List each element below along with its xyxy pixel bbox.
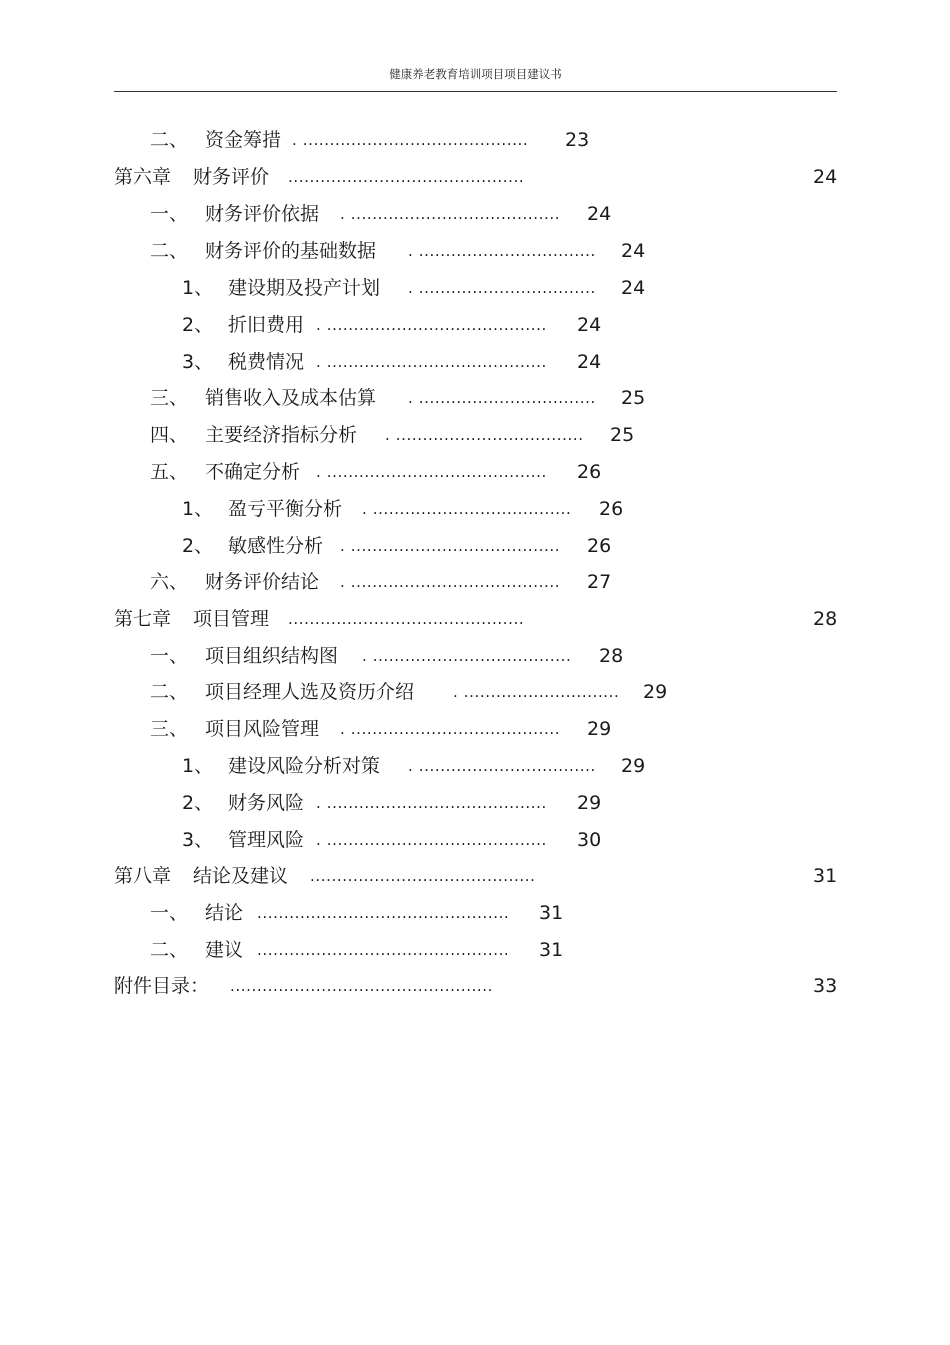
toc-entry-number: 四、 — [150, 424, 189, 446]
toc-entry-title: 建议 — [205, 939, 244, 961]
toc-entry[interactable] — [0, 567, 950, 597]
toc-entry-page: 27 — [587, 571, 612, 593]
toc-leader-dots: . ................................. — [408, 389, 596, 407]
toc-leader-dots: . ............................. — [453, 683, 620, 701]
toc-leader-dots: . ..................................... — [362, 647, 572, 665]
toc-entry-number: 3、 — [182, 351, 214, 373]
toc-entry-number: 五、 — [150, 461, 189, 483]
toc-entry-number: 2、 — [182, 792, 214, 814]
toc-entry-page: 25 — [621, 387, 646, 409]
toc-leader-dots: . ......................................... — [316, 831, 547, 849]
toc-entry-page: 26 — [599, 498, 624, 520]
toc-entry[interactable] — [0, 273, 950, 303]
toc-leader-dots: ................................................. — [230, 977, 494, 995]
toc-entry-page: 24 — [577, 351, 602, 373]
toc-entry-title: 结论 — [205, 902, 244, 924]
toc-leader-dots: .......................................... — [310, 867, 536, 885]
toc-entry[interactable] — [0, 125, 950, 155]
toc-entry[interactable] — [0, 347, 950, 377]
toc-entry[interactable] — [0, 383, 950, 413]
toc-entry-title: 建设期及投产计划 — [228, 277, 381, 299]
toc-entry-number: 1、 — [182, 755, 214, 777]
toc-entry-title: 管理风险 — [228, 829, 305, 851]
toc-entry-page: 29 — [621, 755, 646, 777]
toc-entry[interactable] — [0, 641, 950, 671]
toc-entry-number: 一、 — [150, 203, 189, 225]
toc-entry-number: 一、 — [150, 645, 189, 667]
toc-entry-title: 附件目录： — [114, 975, 210, 997]
toc-entry-page: 26 — [587, 535, 612, 557]
toc-entry[interactable] — [0, 751, 950, 781]
toc-entry-page: 24 — [621, 240, 646, 262]
toc-leader-dots: . ....................................... — [340, 537, 561, 555]
toc-entry-title: 不确定分析 — [205, 461, 301, 483]
toc-entry-title: 结论及建议 — [193, 865, 289, 887]
toc-entry[interactable] — [0, 494, 950, 524]
toc-entry-number: 第八章 — [114, 865, 172, 887]
toc-entry-number: 二、 — [150, 681, 189, 703]
toc-leader-dots: ............................................... — [257, 941, 510, 959]
toc-entry-title: 盈亏平衡分析 — [228, 498, 343, 520]
toc-entry-title: 财务评价的基础数据 — [205, 240, 377, 262]
toc-leader-dots: . ......................................... — [316, 353, 547, 371]
toc-entry[interactable] — [0, 457, 950, 487]
toc-leader-dots: ............................................... — [257, 904, 510, 922]
toc-entry[interactable] — [0, 531, 950, 561]
toc-entry[interactable] — [0, 310, 950, 340]
header-title: 健康养老教育培训项目项目建议书 — [389, 67, 562, 81]
toc-entry-page: 31 — [813, 865, 838, 887]
toc-leader-dots: . ......................................... — [316, 794, 547, 812]
toc-entry-page: 24 — [577, 314, 602, 336]
toc-entry-page: 24 — [813, 166, 838, 188]
toc-entry[interactable] — [0, 788, 950, 818]
toc-entry[interactable] — [0, 935, 950, 965]
toc-leader-dots: . ......................................... — [316, 316, 547, 334]
toc-entry-number: 六、 — [150, 571, 189, 593]
toc-entry[interactable] — [0, 236, 950, 266]
toc-entry-page: 29 — [643, 681, 668, 703]
toc-leader-dots: . ....................................... — [340, 720, 561, 738]
toc-entry-page: 25 — [610, 424, 635, 446]
toc-chapter[interactable] — [0, 604, 950, 634]
toc-entry-title: 财务评价依据 — [205, 203, 320, 225]
toc-chapter[interactable] — [0, 861, 950, 891]
toc-chapter[interactable] — [0, 162, 950, 192]
toc-entry-page: 28 — [813, 608, 838, 630]
toc-entry-page: 24 — [621, 277, 646, 299]
toc-entry-number: 第六章 — [114, 166, 172, 188]
toc-entry-title: 项目经理人选及资历介绍 — [205, 681, 415, 703]
toc-chapter[interactable] — [0, 971, 950, 1001]
toc-leader-dots: . ....................................... — [340, 573, 561, 591]
toc-entry[interactable] — [0, 420, 950, 450]
toc-entry-title: 财务评价 — [193, 166, 270, 188]
toc-entry[interactable] — [0, 825, 950, 855]
toc-entry-page: 28 — [599, 645, 624, 667]
toc-entry-page: 23 — [565, 129, 590, 151]
toc-entry-page: 30 — [577, 829, 602, 851]
toc-leader-dots: . ................................... — [385, 426, 584, 444]
toc-entry[interactable] — [0, 714, 950, 744]
toc-entry-title: 资金筹措 — [205, 129, 282, 151]
toc-entry-title: 项目管理 — [193, 608, 270, 630]
toc-entry-page: 29 — [577, 792, 602, 814]
toc-entry-number: 三、 — [150, 718, 189, 740]
toc-entry[interactable] — [0, 898, 950, 928]
toc-leader-dots: . ......................................... — [316, 463, 547, 481]
toc-entry-number: 二、 — [150, 129, 189, 151]
page-header — [114, 64, 837, 92]
toc-entry-number: 三、 — [150, 387, 189, 409]
toc-leader-dots: . .......................................... — [292, 131, 529, 149]
toc-entry-page: 29 — [587, 718, 612, 740]
toc-entry-page: 31 — [539, 939, 564, 961]
toc-entry-title: 建设风险分析对策 — [228, 755, 381, 777]
toc-entry-number: 2、 — [182, 535, 214, 557]
toc-entry-title: 税费情况 — [228, 351, 305, 373]
toc-entry-number: 第七章 — [114, 608, 172, 630]
toc-entry-title: 项目风险管理 — [205, 718, 320, 740]
toc-leader-dots: . ................................. — [408, 757, 596, 775]
toc-entry-number: 1、 — [182, 498, 214, 520]
toc-entry-title: 财务风险 — [228, 792, 305, 814]
toc-leader-dots: . ..................................... — [362, 500, 572, 518]
toc-leader-dots: ............................................ — [288, 168, 525, 186]
toc-entry-page: 33 — [813, 975, 838, 997]
toc-entry[interactable] — [0, 199, 950, 229]
toc-entry-page: 26 — [577, 461, 602, 483]
toc-entry-number: 1、 — [182, 277, 214, 299]
toc-leader-dots: . ................................. — [408, 279, 596, 297]
toc-entry-title: 财务评价结论 — [205, 571, 320, 593]
toc-entry[interactable] — [0, 677, 950, 707]
toc-entry-page: 24 — [587, 203, 612, 225]
toc-leader-dots: . ................................. — [408, 242, 596, 260]
toc-entry-page: 31 — [539, 902, 564, 924]
toc-entry-number: 一、 — [150, 902, 189, 924]
toc-entry-number: 二、 — [150, 939, 189, 961]
toc-entry-number: 二、 — [150, 240, 189, 262]
toc-entry-number: 3、 — [182, 829, 214, 851]
toc-entry-title: 折旧费用 — [228, 314, 305, 336]
toc-entry-title: 敏感性分析 — [228, 535, 324, 557]
toc-entry-number: 2、 — [182, 314, 214, 336]
toc-entry-title: 项目组织结构图 — [205, 645, 339, 667]
toc-leader-dots: . ....................................... — [340, 205, 561, 223]
toc-entry-title: 主要经济指标分析 — [205, 424, 358, 446]
toc-leader-dots: ............................................ — [288, 610, 525, 628]
toc-entry-title: 销售收入及成本估算 — [205, 387, 377, 409]
